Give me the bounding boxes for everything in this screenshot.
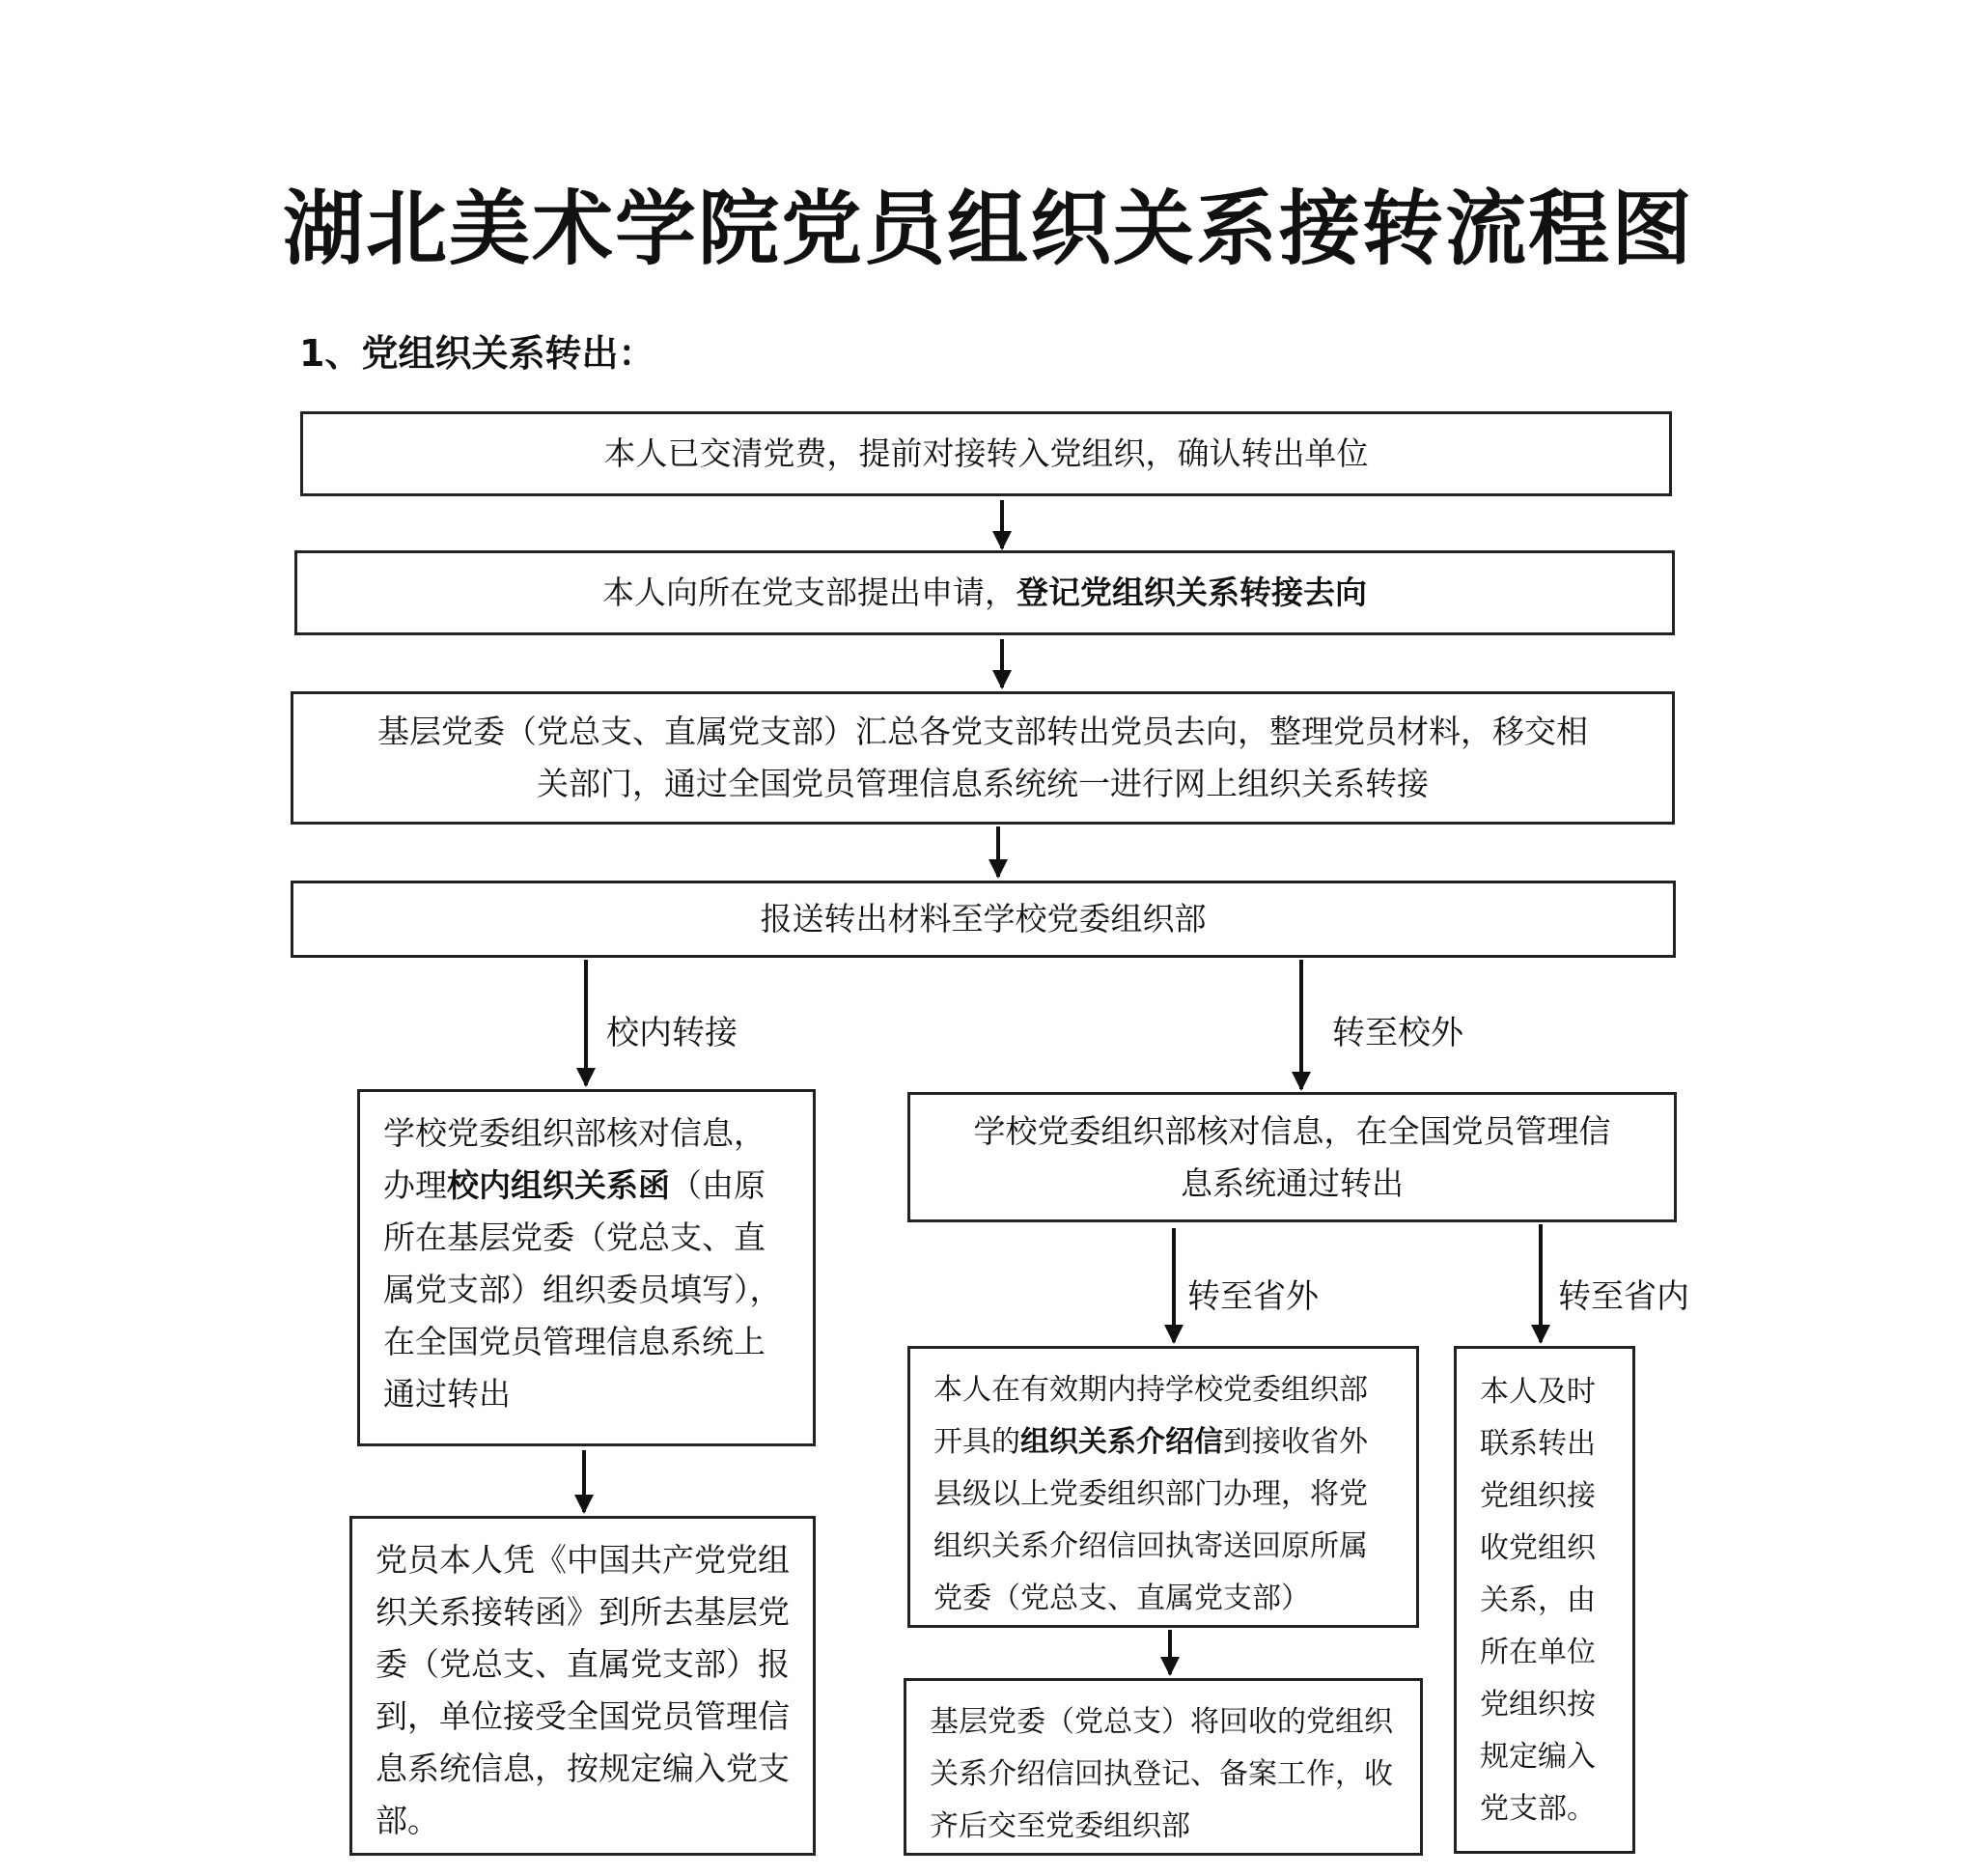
step-submit [291, 881, 1676, 958]
label-in-school: 校内转接 [606, 1014, 738, 1052]
label-out-province: 转至省外 [1187, 1277, 1319, 1316]
step-apply-text: 本人向所在党支部提出申请，登记党组织关系转接去向 [602, 574, 1367, 611]
step-submit-text: 报送转出材料至学校党委组织部 [760, 900, 1207, 938]
step-province-in: 本人及时联系转出党组织接收党组织关系，由所在单位党组织按规定编入党支部。 [1454, 1346, 1635, 1854]
page-title: 湖北美术学院党员组织关系接转流程图 [282, 182, 1694, 276]
step-province-out: 本人在有效期内持学校党委组织部开具的组织关系介绍信到接收省外县级以上党委组织部门办理，将党组织关系介绍信回执寄送回原所属党委（党总支、直属党支部） [907, 1346, 1419, 1628]
section-heading: 1、党组织关系转出： [299, 332, 655, 375]
label-in-province: 转至省内 [1558, 1277, 1689, 1316]
step-out-check-text: 学校党委组织部核对信息，在全国党员管理信 息系统通过转出 [973, 1111, 1611, 1202]
step-in-report: 党员本人凭《中国共产党党组织关系接转函》到所去基层党委（党总支、直属党支部）报到，单位接受全国党员管理信息系统信息，按规定编入党支部。 [349, 1516, 816, 1856]
step-province-out-record: 基层党委（党总支）将回收的党组织关系介绍信回执登记、备案工作，收齐后交至党委组织部 [904, 1678, 1423, 1856]
label-out-school: 转至校外 [1332, 1014, 1463, 1052]
step-out-check [907, 1092, 1677, 1222]
step-apply [294, 550, 1675, 635]
step-in-check: 学校党委组织部核对信息，办理校内组织关系函（由原所在基层党委（党总支、直属党支部）组织委员填写），在全国党员管理信息系统上通过转出 [357, 1089, 816, 1446]
step-summarize-text: 基层党委（党总支、直属党支部）汇总各党支部转出党员去向，整理党员材料，移交相 关部门，通过全国党员管理信息系统统一进行网上组织关系转接 [377, 713, 1588, 802]
step-settle-fees-text: 本人已交清党费，提前对接转入党组织，确认转出单位 [603, 434, 1369, 472]
step-summarize [291, 691, 1675, 825]
step-settle-fees [300, 411, 1672, 496]
